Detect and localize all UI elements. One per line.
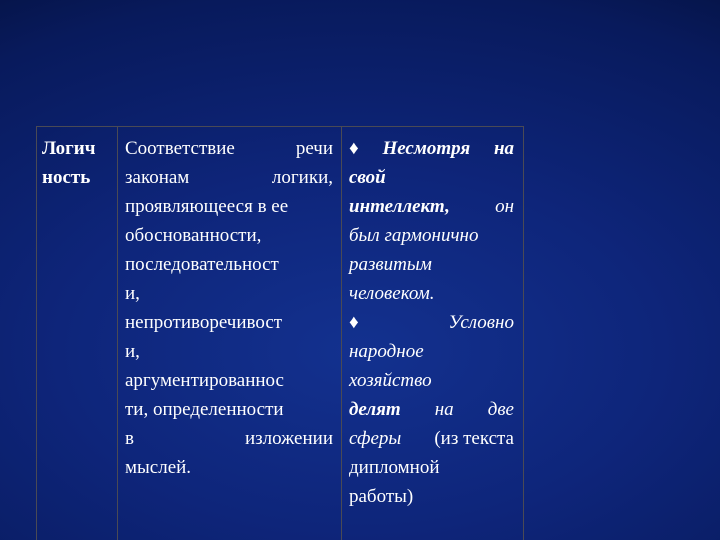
definition-word: обоснованности, [125,225,262,246]
definition-word: законам [125,167,190,188]
example-text: хозяйство [349,370,432,391]
definition-word: в [125,428,134,449]
definition-word: последовательност [125,254,279,275]
term-cell [37,127,118,540]
example-line [349,192,514,221]
definition-word: изложении [245,428,333,449]
definition-word: непротиворечивост [125,312,283,333]
definition-word: ти, определенности [125,399,284,420]
definition-word: Соответствие [125,138,235,159]
examples-cell [342,127,524,540]
example-text: развитым [349,254,432,275]
example-bold-text: делят [349,399,401,420]
example-bold-text: Несмотря [382,138,471,159]
example-line [349,134,514,163]
definition-line [125,424,333,453]
example-bold-text: свой [349,167,386,188]
definition-line [125,134,333,163]
definition-line [125,221,333,250]
example-text: человеком. [349,283,435,304]
example-line [349,308,514,337]
definition-line [125,163,333,192]
bullet-icon: ♦ [349,312,359,333]
content-table [36,126,524,540]
example-line [349,424,514,453]
definition-line [125,192,333,221]
definition-line [125,250,333,279]
term-line: ность [42,167,91,188]
definition-line [125,453,333,482]
source-note-text: (из текста [434,428,514,449]
bullet-icon: ♦ [349,138,359,159]
definition-word: речи [295,138,333,159]
example-text: он [495,196,514,217]
definition-word: проявляющееся в ее [125,196,289,217]
definition-line [125,366,333,395]
definition-word: мыслей. [125,457,192,478]
definition-word: логики, [271,167,333,188]
example-line [349,395,514,424]
definition-cell [118,127,342,540]
source-note-text: работы) [349,486,414,507]
example-bold-text: интеллект, [349,196,450,217]
example-text: сферы [349,428,402,449]
definition-line [125,308,333,337]
term-text [42,134,113,192]
source-note-text: дипломной [349,457,440,478]
example-bold-text: на [493,138,514,159]
term-line: Логич [42,138,96,159]
example-text: на [434,399,454,420]
definition-line [125,337,333,366]
definition-line [125,279,333,308]
content-table-wrap [36,126,524,540]
table-row [37,127,524,540]
definition-word: и, [125,341,140,362]
example-text: народное [349,341,424,362]
definition-text [125,134,333,482]
definition-word: аргументированнос [125,370,284,391]
example-text: две [487,399,514,420]
definition-line [125,395,333,424]
example-text: был гармонично [349,225,479,246]
example-text: Условно [448,312,514,333]
definition-word: и, [125,283,140,304]
